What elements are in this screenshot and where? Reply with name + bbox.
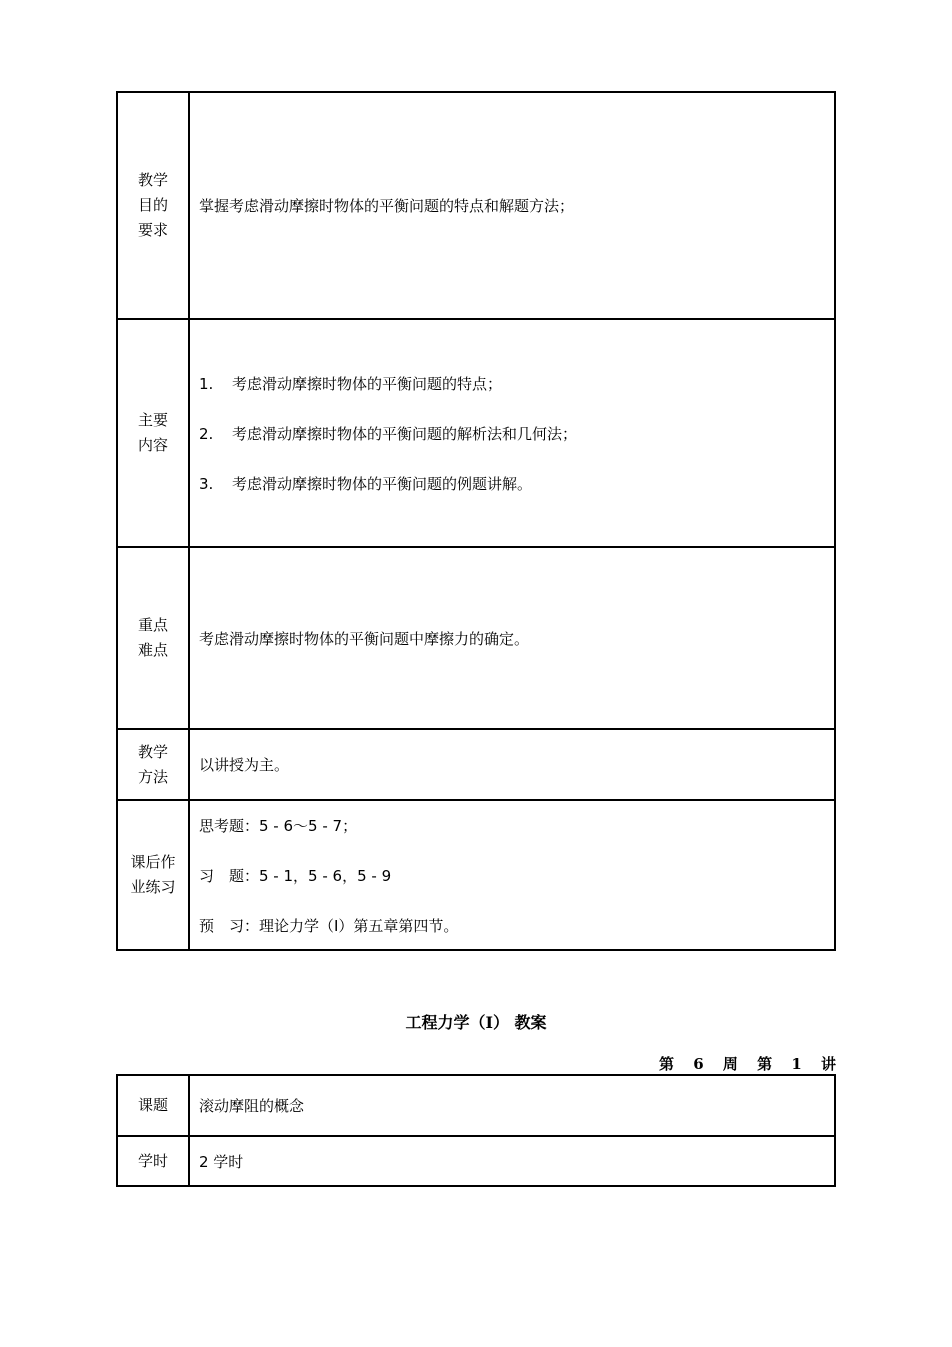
method-label: 教学 方法 — [117, 729, 189, 800]
homework-thinking: 思考题：5 - 6～5 - 7； — [199, 816, 358, 835]
method-content — [189, 729, 835, 800]
objectives-row — [117, 92, 835, 319]
list-item-number: 1. — [199, 374, 214, 393]
method-row — [117, 729, 835, 800]
week-lecture-line: 第 6 周 第 1 讲 — [659, 1055, 836, 1073]
topic-value: 滚动摩阻的概念 — [189, 1075, 835, 1136]
homework-row — [117, 800, 835, 950]
main-content-label: 主要 内容 — [117, 319, 189, 547]
list-item-text: 考虑滑动摩擦时物体的平衡问题的解析法和几何法； — [232, 424, 578, 443]
objectives-content — [189, 92, 835, 319]
key-points-content — [189, 547, 835, 729]
main-content-list — [189, 319, 835, 547]
hours-value: 2 学时 — [189, 1136, 835, 1186]
key-points-label: 重点 难点 — [117, 547, 189, 729]
key-points-text: 考虑滑动摩擦时物体的平衡问题中摩擦力的确定。 — [199, 629, 530, 648]
document-title: 工程力学（Ⅰ） 教案 — [405, 1013, 547, 1032]
list-item-text: 考虑滑动摩擦时物体的平衡问题的例题讲解。 — [232, 474, 533, 493]
topic-label: 课题 — [117, 1075, 189, 1136]
lesson-plan-table — [116, 91, 836, 951]
lesson-info-table — [116, 1074, 836, 1187]
homework-preview: 预 习：理论力学（Ⅰ）第五章第四节。 — [199, 916, 459, 935]
hours-label: 学时 — [117, 1136, 189, 1186]
list-item — [199, 473, 825, 494]
list-item-number: 3. — [199, 474, 214, 493]
topic-row — [117, 1075, 835, 1136]
list-item — [199, 373, 825, 394]
key-points-row — [117, 547, 835, 729]
main-content-row — [117, 319, 835, 547]
list-item-text: 考虑滑动摩擦时物体的平衡问题的特点； — [232, 374, 503, 393]
method-text: 以讲授为主。 — [199, 756, 290, 774]
objectives-label: 教学 目的 要求 — [117, 92, 189, 319]
homework-content — [189, 800, 835, 950]
list-item-number: 2. — [199, 424, 214, 443]
homework-exercises: 习 题：5 - 1，5 - 6，5 - 9 — [199, 866, 392, 885]
homework-label: 课后作 业练习 — [117, 800, 189, 950]
list-item — [199, 423, 825, 444]
hours-row — [117, 1136, 835, 1186]
objectives-text: 掌握考虑滑动摩擦时物体的平衡问题的特点和解题方法； — [199, 197, 575, 215]
